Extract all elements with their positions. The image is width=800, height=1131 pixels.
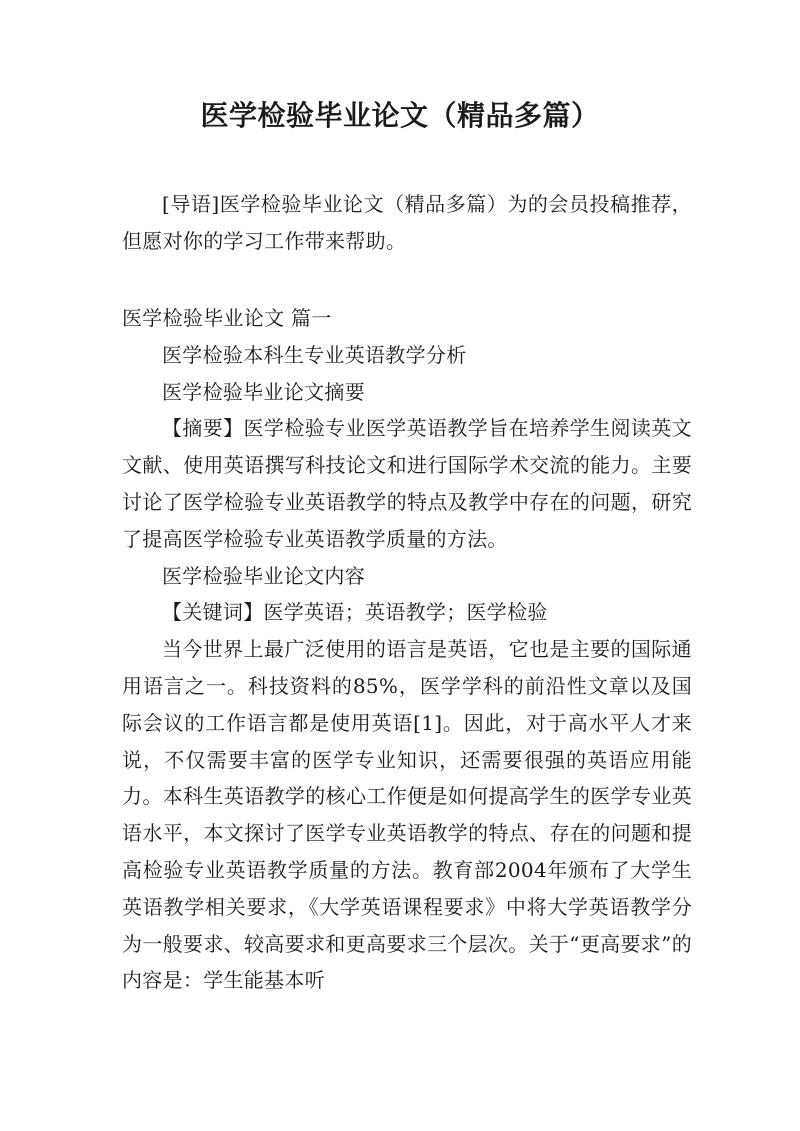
keywords-line: 【关键词】医学英语；英语教学；医学检验 (162, 600, 548, 625)
abstract-heading: 医学检验毕业论文摘要 (162, 379, 365, 404)
intro-paragraph: [导语]医学检验毕业论文（精品多篇）为的会员投稿推荐，但愿对你的学习工作带来帮助。 (122, 192, 692, 253)
main-content (122, 300, 692, 999)
body-paragraph: 当今世界上最广泛使用的语言是英语，它也是主要的国际通用语言之一。科技资料的85%，医学学科的前沿性文章以及国际会议的工作语言都是使用英语[1]。因此，对于高水平人才来说，不仅需要丰富的医学专业知识，还需要很强的英语应用能力。本科生英语教学的核心工作便是如何提高学生的医学专业英语水平，本文探讨了医学专业英语教学的特点、存在的问题和提高检验专业英语教学质量的方法。教育部2004年颁布了大学生英语教学相关要求，《大学英语课程要求》中将大学英语教学分为一般要求、较高要求和更高要求三个层次。关于“更高要求”的内容是：学生能基本听 (122, 637, 692, 993)
abstract-paragraph: 【摘要】医学检验专业医学英语教学旨在培养学生阅读英文文献、使用英语撰写科技论文和进行国际学术交流的能力。主要讨论了医学检验专业英语教学的特点及教学中存在的问题，研究了提高医学检验专业英语教学质量的方法。 (122, 416, 692, 551)
intro-block (122, 186, 692, 260)
paper-subtitle: 医学检验本科生专业英语教学分析 (162, 342, 467, 367)
document-title: 医学检验毕业论文（精品多篇） (200, 99, 600, 132)
content-heading: 医学检验毕业论文内容 (162, 563, 365, 588)
section-heading: 医学检验毕业论文 篇一 (122, 306, 332, 330)
